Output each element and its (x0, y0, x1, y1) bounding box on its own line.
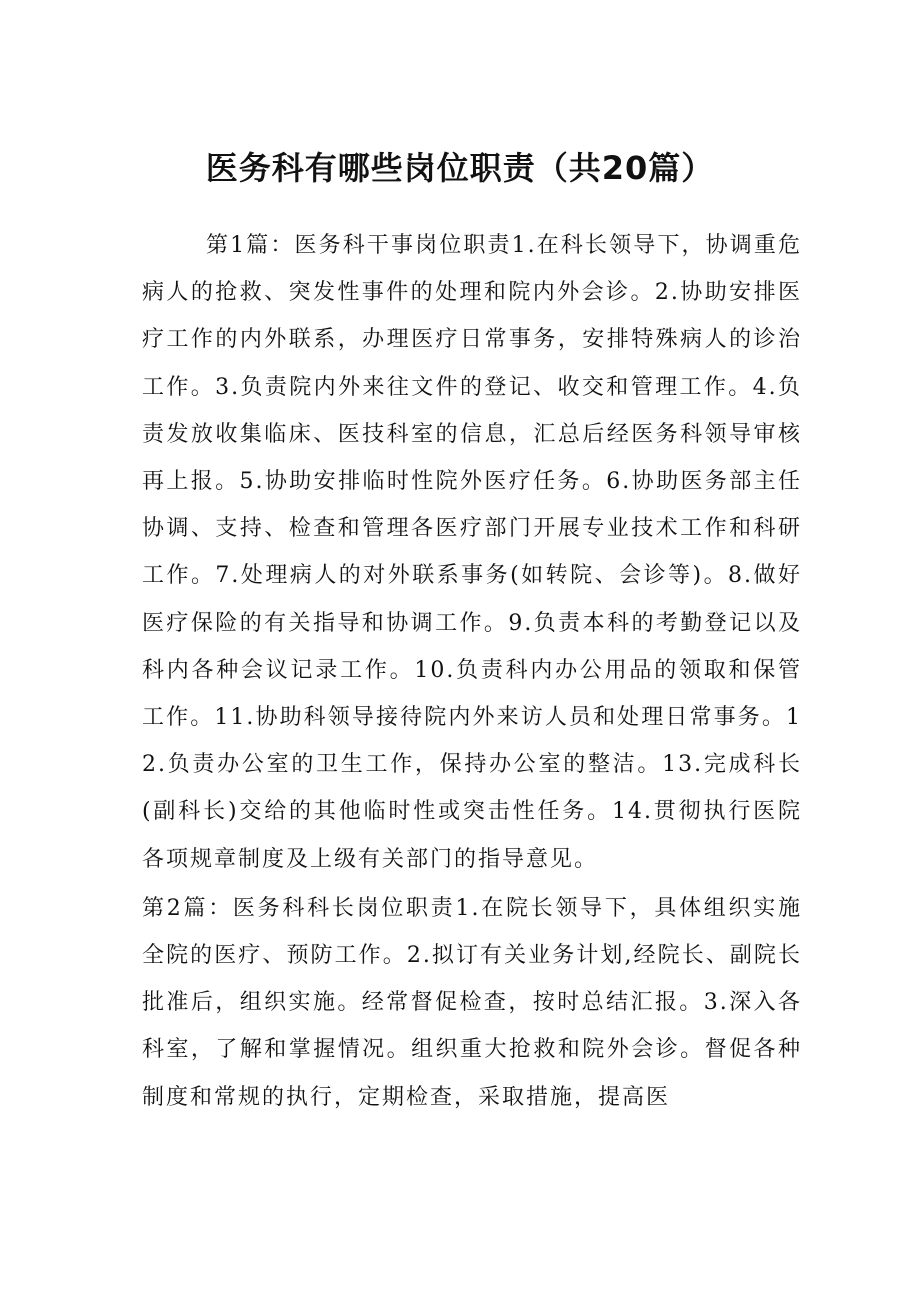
paragraph-2: 第2篇：医务科科长岗位职责1.在院长领导下，具体组织实施全院的医疗、预防工作。2.拟订有关业务计划,经院长、副院长批准后，组织实施。经常督促检查，按时总结汇报。3.深入各科室，了解和掌握情况。组织重大抢救和院外会诊。督促各种制度和常规的执行，定期检查，采取措施，提高医 (142, 895, 802, 1110)
document-body (142, 222, 802, 1121)
document-title: 医务科有哪些岗位职责（共20篇） (205, 149, 715, 187)
paragraph-1: 第1篇：医务科干事岗位职责1.在科长领导下，协调重危病人的抢救、突发性事件的处理和院内外会诊。2.协助安排医疗工作的内外联系，办理医疗日常事务，安排特殊病人的诊治工作。3.负责院内外来往文件的登记、收交和管理工作。4.负责发放收集临床、医技科室的信息，汇总后经医务科领导审核再上报。5.协助安排临时性院外医疗任务。6.协助医务部主任协调、支持、检查和管理各医疗部门开展专业技术工作和科研工作。7.处理病人的对外联系事务(如转院、会诊等)。8.做好医疗保险的有关指导和协调工作。9.负责本科的考勤登记以及科内各种会议记录工作。10.负责科内办公用品的领取和保管工作。11.协助科领导接待院内外来访人员和处理日常事务。12.负责办公室的卫生工作，保持办公室的整洁。13.完成科长(副科长)交给的其他临时性或突击性任务。14.贯彻执行医院各项规章制度及上级有关部门的指导意见。 (142, 233, 802, 872)
